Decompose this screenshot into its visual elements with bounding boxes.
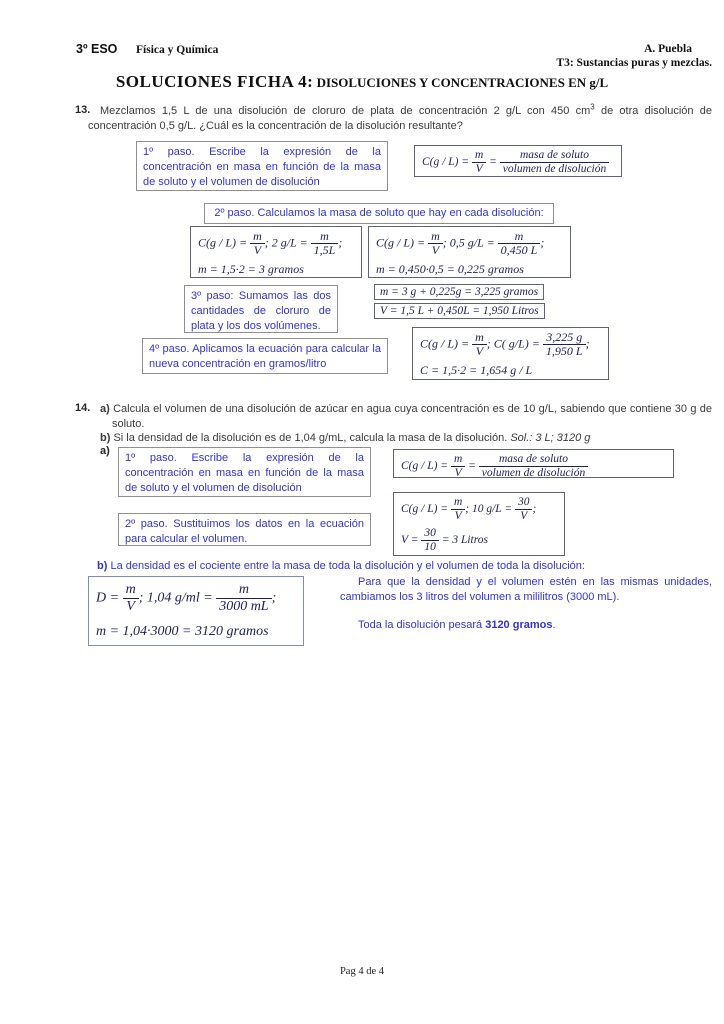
problem14-number: 14.: [75, 402, 91, 414]
topic-label: T3: Sustancias puras y mezclas.: [556, 57, 712, 69]
p13-calc1-box: [190, 226, 362, 278]
problem13-superscript: 3: [590, 102, 595, 112]
p14-note-paragraph2: [340, 618, 712, 633]
problem14-b-text: Si la densidad de la disolución es de 1,04 g/mL, calcula la masa de la disolución.: [110, 432, 511, 444]
author-label: A. Puebla: [644, 43, 692, 55]
p13-step2-label-box: 2º paso. Calculamos la masa de soluto que hay en cada disolución:: [204, 203, 554, 224]
page-footer: Pag 4 de 4: [339, 966, 385, 977]
problem14-a-text: Calcula el volumen de una disolución de azúcar en agua cuya concentración es de 10 g/L, sabiendo que contiene 30 g de soluto.: [109, 403, 712, 430]
p13-step1-formula: C(g / L) = $\frac{m}{V}$ = $\frac{\text{masa de soluto}}{\text{volumen de disolución}}$: [422, 149, 614, 176]
p13-calc1-line1: C(g / L) = $\frac{m}{V}$ ; 2 g/L = $\frac{m}{1,5L}$ ;: [198, 229, 343, 258]
p13-sum-volume-box: V = 1,5 L + 0,450L = 1,950 Litros: [374, 303, 545, 319]
p13-step1-formula-box: [414, 145, 622, 177]
problem13-statement: [88, 104, 712, 133]
p13-step3-label-box: 3º paso: Sumamos las dos cantidades de cloruro de plata y los dos volúmenes.: [184, 285, 338, 333]
p13-sum-mass-box: m = 3 g + 0,225g = 3,225 gramos: [374, 284, 544, 300]
problem14-statement-a: [100, 402, 712, 431]
problem14-statement-b: [100, 431, 712, 446]
p13-step4-line1: C(g / L) = $\frac{m}{V}$ ; C( g/L) = $\frac{3,225 g}{1,950 L}$ ;: [420, 330, 590, 359]
problem13-statement-part1: Mezclamos 1,5 L de una disolución de cloruro de plata de concentración 2 g/L con 450 cm: [100, 105, 591, 117]
p14-density-line1: D = $\frac{m}{V}$ ; 1,04 g/ml = $\frac{m}{3000 mL}$ ;: [96, 582, 277, 615]
p14-step1-formula-box: [393, 449, 674, 478]
p13-calc2-box: [368, 226, 571, 278]
p14-step2-line2: V = $\frac{30}{10}$ = 3 Litros: [401, 526, 489, 553]
p14-step1-label-box: 1º paso. Escribe la expresión de la concentración en masa en función de la masa de soluto y el volumen de disolución: [118, 447, 371, 497]
problem14-a-label: a): [100, 403, 110, 415]
p14-density-line2: m = 1,04·3000 = 3120 gramos: [96, 623, 269, 639]
p13-calc2-line2: m = 0,450·0,5 = 0,225 gramos: [376, 261, 524, 276]
problem13-number: 13.: [75, 104, 91, 116]
p14-note2-text: Toda la disolución pesará: [358, 619, 486, 631]
p13-step4-line2: C = 1,5·2 = 1,654 g / L: [420, 362, 533, 377]
p14-density-box: [88, 576, 304, 646]
p14-b-heading-label: b): [97, 560, 108, 572]
p14-step2-label-box: 2º paso. Sustituimos los datos en la ecuación para calcular el volumen.: [118, 513, 371, 546]
subject-label: Física y Química: [136, 44, 219, 56]
p13-step4-label-box: 4º paso. Aplicamos la ecuación para calcular la nueva concentración en gramos/litro: [142, 338, 388, 374]
p14-note2-period: .: [552, 619, 556, 631]
problem14-b-label: b): [100, 432, 111, 444]
problem13-statement-part2: de otra disolución de concentración 0,5 g/L. ¿Cuál es la concentración de la disolución resultante?: [88, 105, 712, 132]
page-title-sub: DISOLUCIONES Y CONCENTRACIONES EN g/L: [313, 75, 609, 90]
page-title-main: SOLUCIONES FICHA 4:: [115, 72, 314, 91]
p13-step4-formula-box: [412, 327, 609, 380]
p14-step2-line1: C(g / L) = $\frac{m}{V}$ ; 10 g/L = $\frac{30}{V}$ ;: [401, 496, 537, 522]
p14-unit-note: [340, 575, 712, 633]
problem14-statement: [100, 402, 712, 446]
p14-note-paragraph1: Para que la densidad y el volumen estén en las mismas unidades, cambiamos los 3 litros del volumen a mililitros (3000 mL).: [340, 576, 712, 603]
p13-step1-label-box: 1º paso. Escribe la expresión de la concentración en masa en función de la masa de soluto y el volumen de disolución: [136, 141, 388, 191]
p14-note2-result: 3120 gramos: [485, 619, 553, 631]
p14-b-heading-text: La densidad es el cociente entre la masa de toda la disolución y el volumen de toda la disolución:: [107, 560, 585, 572]
course-label: 3º ESO: [76, 42, 118, 56]
p14-step1-formula: C(g / L) = $\frac{m}{V}$ = $\frac{\text{masa de soluto}}{\text{volumen de disolución}}$: [401, 453, 666, 480]
p14-part-a-marker: a): [100, 445, 110, 457]
problem14-b-solution: Sol.: 3 L; 3120 g: [510, 432, 591, 444]
page-title: [0, 72, 724, 92]
p13-calc1-line2: m = 1,5·2 = 3 gramos: [198, 261, 304, 276]
p14-part-b-heading: [97, 560, 657, 572]
p14-step2-formula-box: [393, 492, 565, 556]
p13-calc2-line1: C(g / L) = $\frac{m}{V}$ ; 0,5 g/L = $\frac{m}{0,450 L}$ ;: [376, 229, 545, 258]
